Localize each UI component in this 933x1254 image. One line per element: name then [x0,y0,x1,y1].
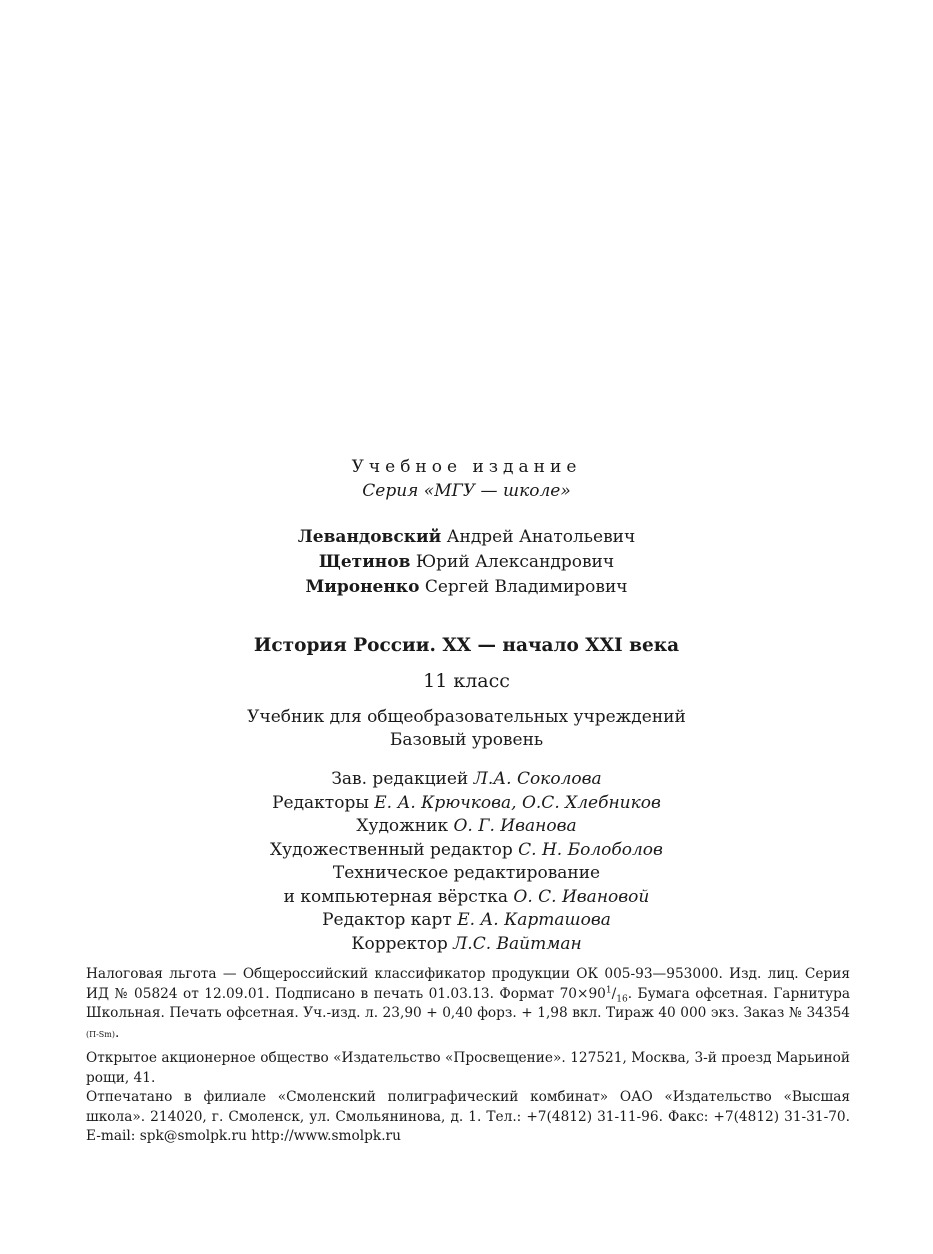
author-surname: Левандовский [297,527,442,547]
credit-name: Л.С. Вайтман [453,933,582,954]
book-grade: 11 класс [423,670,510,692]
credit-role: Корректор [351,933,448,954]
credit-role: Художественный редактор [270,839,513,860]
credit-name: Е. А. Карташова [457,910,611,930]
credit-line [0,839,933,863]
credit-line [0,933,933,957]
imprint-text: . [115,1024,120,1041]
imprint-print-details: Налоговая льгота — Общероссийский классификатор продукции ОК 005-93—953000. Изд. лиц. Серия ИД № 05824 от 12.09.01. Подписано в печать 01.03.13. Формат $70\times 90^1/_{16}$. Бумага офсетная. Гарнитура Школьная. Печать офсетная. Уч.-изд. л. 23,90 + 0,40 форз. + 1,98 вкл. Тираж 40 000 экз. Заказ № 34354 (П-Sm). [86,966,851,1041]
credit-name: О. Г. Иванова [453,816,577,836]
credit-role: Техническое редактирование [332,863,601,883]
credit-line [0,909,933,933]
author-given-name: Сергей Владимирович [424,577,628,597]
credit-line [0,886,933,910]
credit-name: Л.А. Соколова [473,769,602,789]
edition-type: Учебное издание [351,457,582,477]
credit-role: и компьютерная вёрстка [283,886,508,907]
book-description-block [0,706,933,752]
imprint-block [86,965,850,1147]
imprint-text: . Бумага офсетная. Гарнитура Школьная. Печать офсетная. Уч.-изд. л. 23,90 + 0,40 форз. + 1,98 вкл. Тираж 40 000 экз. Заказ № 34354 [86,985,851,1021]
author-given-name: Андрей Анатольевич [446,527,636,547]
credit-line [0,792,933,816]
author-surname: Щетинов [318,552,411,572]
book-description: Учебник для общеобразовательных учреждений [247,707,686,727]
credit-name: С. Н. Болоболов [518,839,663,860]
credits-list [0,768,933,956]
credit-name: О. С. Ивановой [513,886,650,907]
order-code: (П-Sm) [86,1029,115,1039]
author-given-name: Юрий Александрович [415,552,615,572]
credit-role: Редакторы [272,792,369,813]
imprint-text: Налоговая льгота — Общероссийский классификатор продукции ОК 005-93—953000. Изд. лиц. Серия ИД № 05824 от 12.09.01. Подписано в печать 01.03.13. Формат 70×90 [86,966,850,1002]
credit-role: Зав. редакцией [331,769,469,789]
author-3 [0,575,933,600]
credit-role: Художник [356,816,449,836]
series-title: Серия «МГУ — школе» [362,481,571,501]
authors-list [0,525,933,600]
author-surname: Мироненко [305,577,420,597]
book-title: История России. XX — начало XXI века [253,635,680,656]
credit-role: Редактор карт [322,910,452,930]
credit-line [0,815,933,839]
format-superscript: 1 [605,984,612,995]
imprint-printer: Отпечатано в филиале «Смоленский полиграфический комбинат» ОАО «Издательство «Высшая школа». 214020, г. Смоленск, ул. Смольянинова, д. 1. Тел.: +7(4812) 31-11-96. Факс: +7(4812) 31-31-70. E-mail: spk@smolpk.ru http://www.smolpk.ru [86,1089,850,1144]
imprint-publisher: Открытое акционерное общество «Издательство «Просвещение». 127521, Москва, 3-й проезд Марьиной рощи, 41. [86,1050,850,1086]
format-subscript: 16 [616,994,628,1005]
author-1 [0,525,933,550]
credit-line [0,768,933,792]
author-2 [0,550,933,575]
credit-line [0,862,933,886]
credit-name: Е. А. Крючкова, О.С. Хлебников [374,792,661,813]
book-level: Базовый уровень [389,730,544,750]
